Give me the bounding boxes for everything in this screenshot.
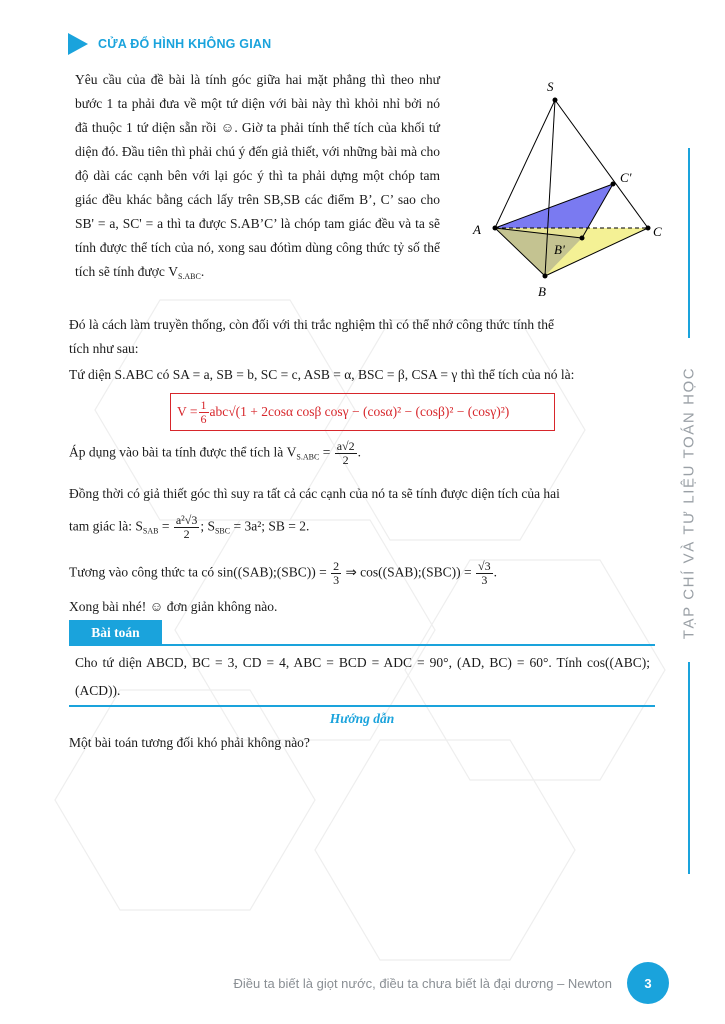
formula-fraction: $\frac{1}{6}$ — [200, 397, 207, 426]
side-rule-bottom — [688, 662, 690, 874]
play-triangle-icon — [68, 33, 88, 55]
intro-paragraph: Yêu cầu của đề bài là tính góc giữa hai mặt phẳng thì theo như bước 1 ta phải đưa về một tứ diện với bài này thì khỏi nhỉ bởi nó đã thuộc 1 tứ diện sẵn rồi ☺. Giờ ta phải tính thể tích của khối tứ diện đó. Đầu tiên thì phải chú ý đến giả thiết, với những bài mà cho độ dài các cạnh bên với lại góc ý thì ta phải dựng một chóp tam giác đều khác bằng cách lấy trên SB,SB các điểm B’, C’ sao cho SB' = a, SC' = a thì ta được S.AB’C’ là chóp tam giác đều và ta sẽ tính được thể tích của nó, xong sau đótìm dùng công thức tỷ số thể tích sẽ tính được $V_{S.ABC}$. — [75, 72, 441, 281]
problem-tab-rule — [69, 644, 655, 646]
problem-statement: Cho tứ diện ABCD, BC = 3, CD = 4, ABC = BCD = ADC = 90°, (AD, BC) = 60°. Tính cos((ABC);(ACD)). — [75, 655, 650, 698]
problem-tab-bar — [69, 620, 655, 646]
journal-side-caption: TẠP CHÍ VÀ TƯ LIỆU TOÁN HỌC — [680, 366, 698, 640]
volume-formula-box: V = $\frac{1}{6}$ abc√(1 + 2cosα cosβ cosγ − (cosα)² − (cosβ)² − (cosγ)²) — [170, 393, 555, 431]
footer-quote: Điều ta biết là giọt nước, điều ta chưa biết là đại dương – Newton — [233, 976, 612, 991]
guide-title: Hướng dẫn — [329, 711, 395, 726]
guide-text: Một bài toán tương đối khó phải không nào? — [69, 735, 310, 750]
text-line-8: Xong bài nhé! ☺ đơn giản không nào. — [69, 599, 278, 614]
text-line-4: Áp dụng vào bài ta tính được thể tích là $V_{S.ABC}$ = $\frac{a√2}{2}$ . — [69, 439, 361, 467]
label-c: C — [653, 224, 662, 239]
label-c1: C' — [620, 170, 632, 185]
page-number-badge: 3 — [627, 962, 669, 1004]
text-line-2: tích như sau: — [69, 341, 139, 356]
problem-bottom-rule — [69, 705, 655, 707]
tetrahedron-figure — [470, 76, 670, 304]
side-rule-top — [688, 148, 690, 338]
text-line-3: Tứ diện S.ABC có SA = a, SB = b, SC = c, ASB = α, BSC = β, CSA = γ thì thể tích của nó là: — [69, 367, 575, 382]
label-s: S — [547, 79, 554, 94]
text-line-5: Đồng thời có giả thiết góc thì suy ra tất cả các cạnh của nó ta sẽ tính được diện tích của hai — [69, 486, 560, 501]
problem-tab: Bài toán — [69, 620, 162, 646]
label-b: B — [538, 284, 546, 299]
text-line-6: tam giác là: $S_{SAB}$ = $\frac{\text{a²√3}}{2}$ ; $S_{SBC} = 3a^2$; SB = 2. — [69, 513, 310, 541]
section-header — [68, 33, 271, 55]
section-title: CỬA ĐỔ HÌNH KHÔNG GIAN — [98, 37, 272, 51]
label-b1: B' — [554, 242, 565, 257]
text-line-7: Tương vào công thức ta có sin((SAB);(SBC)) = $\frac{2}{3}$ ⇒ cos((SAB);(SBC)) = $\frac{√3}{3}$ . — [69, 559, 498, 587]
label-a: A — [473, 222, 481, 237]
text-line-1: Đó là cách làm truyền thống, còn đối với thi trắc nghiệm thì có thể nhớ công thức tính thể — [69, 317, 554, 332]
cond-math: SB' = a, SC' = a — [75, 216, 164, 231]
